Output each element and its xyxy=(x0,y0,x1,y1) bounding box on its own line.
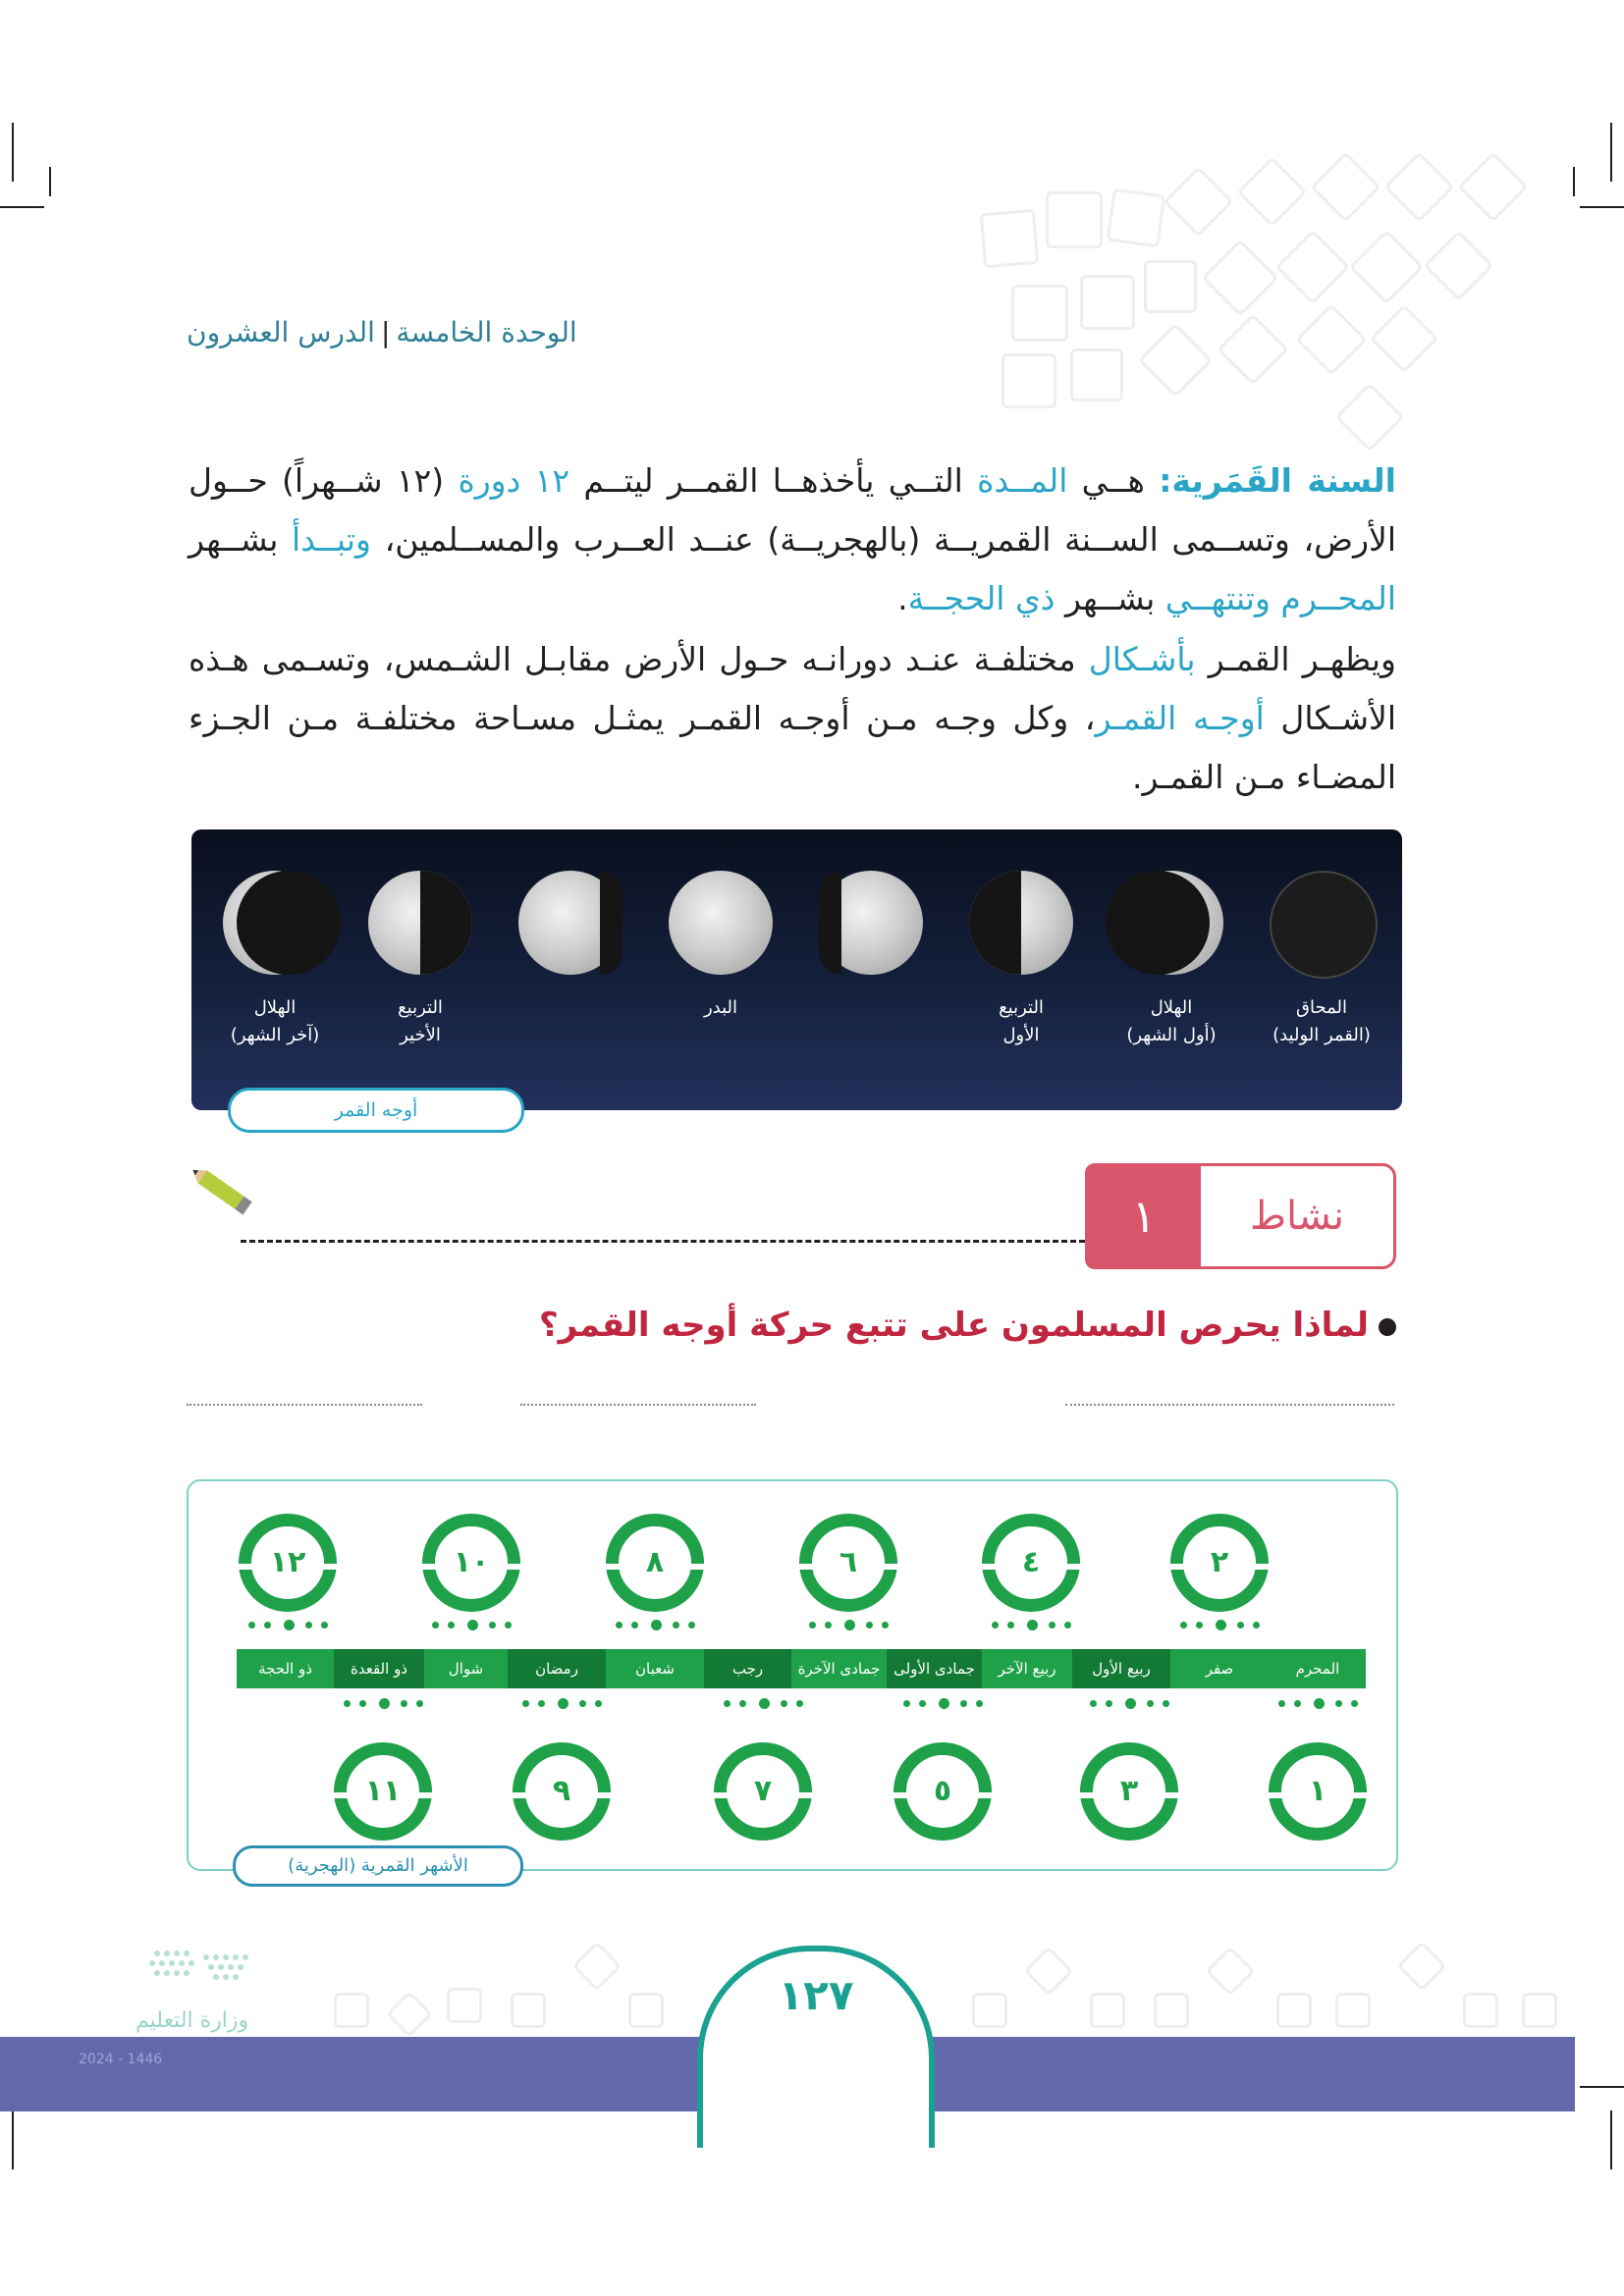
pencil-icon xyxy=(186,1160,255,1219)
answer-line[interactable] xyxy=(1065,1404,1394,1406)
month-label: رمضان xyxy=(508,1649,606,1688)
connector-dots xyxy=(1180,1620,1269,1629)
connector-dots xyxy=(1278,1698,1367,1708)
month-label: شعبان xyxy=(635,1660,675,1678)
connector-dots xyxy=(809,1620,897,1629)
unit-title: الوحدة الخامسة xyxy=(396,316,577,348)
month-number-ring: ٥ xyxy=(893,1742,992,1841)
month-label: ربيع الأول xyxy=(1072,1649,1170,1688)
connector-dots xyxy=(432,1620,520,1629)
activity-question: لماذا يحرص المسلمون على تتبع حركة أوجه القمر؟ xyxy=(539,1306,1396,1345)
month-label: ذو الحجة xyxy=(258,1660,312,1678)
crop-mark xyxy=(12,2110,14,2169)
new-moon-icon xyxy=(1270,871,1378,979)
month-label: جمادى الآخرة xyxy=(797,1660,881,1678)
month-number-ring: ١٢ xyxy=(239,1514,337,1612)
crop-mark xyxy=(1580,2086,1624,2088)
month-number-ring: ٩ xyxy=(513,1742,611,1841)
crop-mark xyxy=(1573,167,1575,196)
month-label: شوال xyxy=(448,1660,484,1678)
connector-dots xyxy=(248,1620,337,1629)
first-quarter-moon-icon xyxy=(969,871,1073,975)
months-caption: الأشهر القمرية (الهجرية) xyxy=(233,1845,523,1887)
paragraph-text: بشــهر xyxy=(1055,579,1165,617)
activity-label: نشاط xyxy=(1198,1163,1396,1269)
activity-badge xyxy=(1085,1163,1393,1269)
crop-mark xyxy=(1610,2110,1612,2169)
month-number-ring: ٤ xyxy=(982,1514,1080,1612)
month-number-ring: ٢ xyxy=(1170,1514,1269,1612)
month-label: ربيع الآخر xyxy=(998,1660,1056,1678)
paragraph-text: بشــهر xyxy=(189,520,293,559)
highlight-text: ١٢ دورة xyxy=(458,461,570,500)
full-moon-icon xyxy=(669,871,773,975)
paragraph-text: . xyxy=(897,579,908,617)
answer-line[interactable] xyxy=(187,1404,422,1406)
paragraph-text: (١٢ شــهراً) حــول الأرض، وتســمى الســنة القمريــة (بالهجريــة) عنــد العــرب والمســلمين، xyxy=(189,461,1397,559)
page-number: ١٢٧ xyxy=(778,1971,854,2019)
moon-phase-label: البدر xyxy=(703,997,738,1018)
connector-dots xyxy=(1090,1698,1178,1708)
crop-mark xyxy=(0,206,44,208)
ministry-logo-text: وزارة التعليم xyxy=(135,2008,249,2033)
lesson-title: الدرس العشرون xyxy=(187,316,375,348)
moon-phases-caption: أوجه القمر xyxy=(228,1088,524,1133)
highlight-text: المحــرم وتنتهــي xyxy=(1164,579,1396,617)
month-label: جمادى الأولى xyxy=(887,1649,982,1688)
connector-dots xyxy=(344,1698,432,1708)
crop-mark xyxy=(1610,123,1612,182)
waning-gibbous-moon-icon xyxy=(518,871,623,975)
connector-dots xyxy=(616,1620,704,1629)
paragraph-text: ويظهـر القمـر xyxy=(1195,640,1396,678)
bullet-icon xyxy=(1379,1318,1396,1336)
lunar-year-term: السنة القَمَرية: xyxy=(1159,461,1396,500)
ministry-year: 2024 - 1446 xyxy=(79,2052,163,2067)
waxing-gibbous-moon-icon xyxy=(819,871,923,975)
highlight-text: وتبــدأ xyxy=(292,520,371,559)
highlight-text: المــدة xyxy=(977,461,1068,500)
waning-crescent-moon-icon xyxy=(223,871,327,975)
month-label: رجب xyxy=(704,1649,791,1688)
paragraph-text: التــي يأخذهــا القمــر ليتــم xyxy=(569,461,978,500)
crop-mark xyxy=(49,167,51,196)
highlight-text: ذي الحجــة xyxy=(907,579,1056,617)
unit-lesson-header xyxy=(187,316,609,348)
lunar-year-paragraph xyxy=(189,452,1396,628)
month-number-ring: ١٠ xyxy=(422,1514,520,1612)
paragraph-text: مختلفـة عنـد دورانـه حـول الأرض مقابـل الشـمس، وتسـمى هـذه الأشـكال xyxy=(189,640,1396,737)
answer-line[interactable] xyxy=(520,1404,756,1406)
crop-mark xyxy=(1580,206,1624,208)
last-quarter-moon-icon xyxy=(368,871,472,975)
moon-phase-label: التربيع الأول xyxy=(999,997,1044,1045)
moon-phases-image xyxy=(191,829,1402,1110)
crop-mark xyxy=(12,123,14,182)
waxing-crescent-moon-icon xyxy=(1119,871,1223,975)
connector-dots xyxy=(992,1620,1080,1629)
moon-phase-label: الهلال (آخر الشهر) xyxy=(230,997,320,1045)
header-separator: | xyxy=(380,316,391,348)
highlight-text: بأشـكال xyxy=(1088,640,1196,678)
month-number-ring: ٨ xyxy=(606,1514,704,1612)
moon-phase-label: المحاق (القمر الوليد) xyxy=(1272,997,1371,1045)
activity-dashed-line xyxy=(241,1240,1085,1243)
month-label: صفر xyxy=(1205,1660,1234,1678)
month-number-ring: ١١ xyxy=(334,1742,432,1841)
month-number-ring: ٦ xyxy=(799,1514,897,1612)
moon-phases-paragraph xyxy=(189,630,1396,807)
paragraph-text: هــي xyxy=(1067,461,1160,500)
connector-dots xyxy=(522,1698,611,1708)
connector-dots xyxy=(903,1698,992,1708)
paragraph-text: ، وكل وجـه مـن أوجـه القمـر يمثـل مسـاحة مختلفـة مـن الجـزء المضـاء مـن القمـر. xyxy=(189,699,1396,796)
moon-phase-label: الهلال (أول الشهر) xyxy=(1126,997,1217,1045)
connector-dots xyxy=(724,1698,812,1708)
month-number-ring: ١ xyxy=(1269,1742,1367,1841)
moon-phase-label: التربيع الأخير xyxy=(398,997,443,1045)
activity-number: ١ xyxy=(1085,1163,1203,1269)
highlight-text: أوجـه القمـر xyxy=(1095,699,1265,737)
month-label: ذو القعدة xyxy=(334,1649,424,1688)
month-number-ring: ٣ xyxy=(1080,1742,1178,1841)
month-label: المحرم xyxy=(1295,1660,1340,1678)
month-number-ring: ٧ xyxy=(714,1742,812,1841)
